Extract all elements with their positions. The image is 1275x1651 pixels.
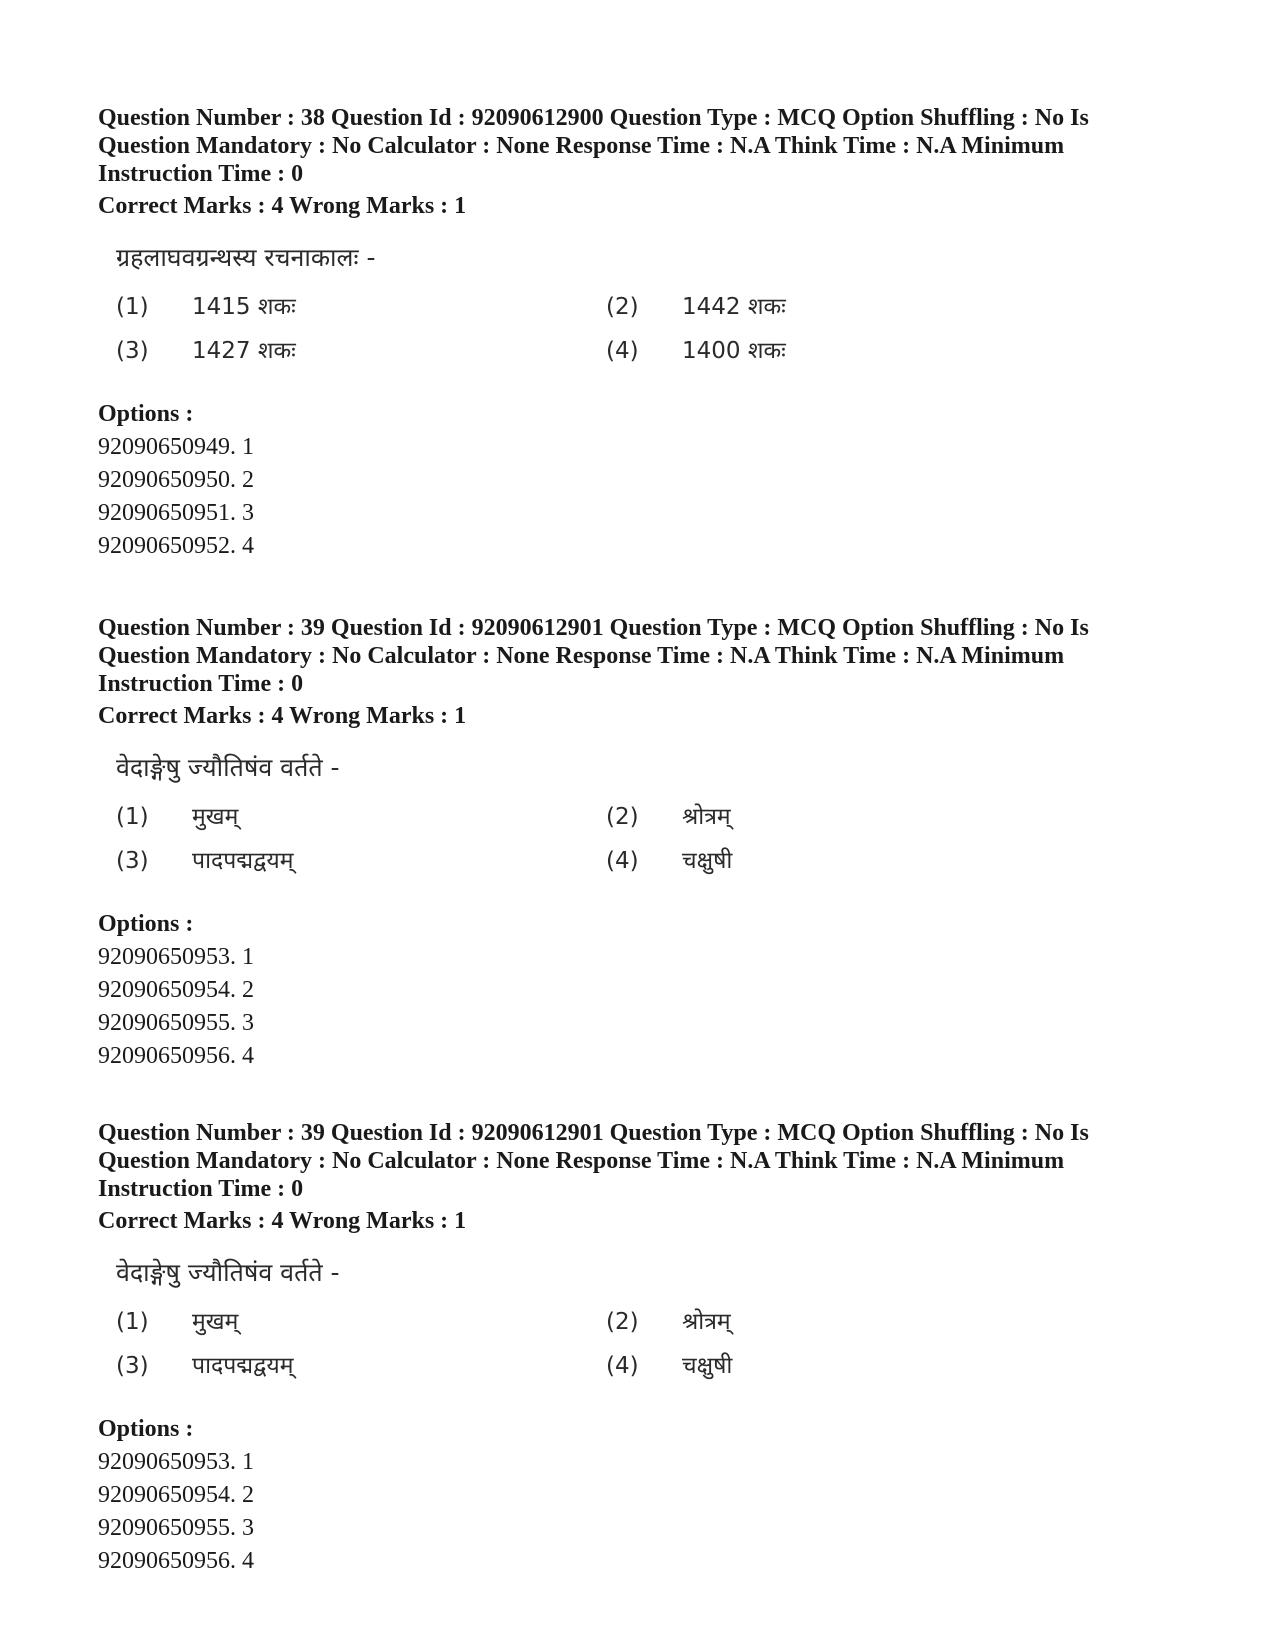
question-meta: Question Number : 39 Question Id : 92090612901 Question Type : MCQ Option Shuffling : No Is Question Mandatory : No Calculator : None Response Time : N.A Think Time : N.A Minimum Instruction Time : 0 (98, 615, 1089, 697)
choice-number: (3) (116, 1353, 149, 1379)
options-title: Options : (98, 1416, 194, 1442)
question-stem: वेदाङ्गेषु ज्यौतिषंव वर्तते - (116, 753, 340, 782)
choice-2 (606, 802, 731, 832)
option-line: 92090650955. 3 (98, 1515, 254, 1541)
choice-text: 1427 शकः (192, 338, 296, 364)
choice-3 (116, 1351, 293, 1381)
option-line: 92090650949. 1 (98, 434, 254, 460)
option-line: 92090650950. 2 (98, 467, 254, 493)
choice-text: चक्षुषी (682, 848, 733, 874)
option-line: 92090650954. 2 (98, 977, 254, 1003)
choice-number: (3) (116, 338, 149, 364)
question-stem: वेदाङ्गेषु ज्यौतिषंव वर्तते - (116, 1258, 340, 1287)
options-list (98, 1446, 1178, 1578)
choice-2 (606, 292, 786, 322)
choice-text: 1400 शकः (682, 338, 786, 364)
option-line: 92090650956. 4 (98, 1043, 254, 1069)
options-title: Options : (98, 911, 194, 937)
choice-text: 1415 शकः (192, 294, 296, 320)
choice-number: (3) (116, 848, 149, 874)
choice-text: पादपद्मद्वयम् (192, 1353, 294, 1379)
choice-number: (4) (606, 848, 639, 874)
question-marks: Correct Marks : 4 Wrong Marks : 1 (98, 1208, 467, 1234)
options-list (98, 941, 1178, 1073)
question-marks: Correct Marks : 4 Wrong Marks : 1 (98, 193, 467, 219)
question-meta: Question Number : 38 Question Id : 92090612900 Question Type : MCQ Option Shuffling : No Is Question Mandatory : No Calculator : None Response Time : N.A Think Time : N.A Minimum Instruction Time : 0 (98, 105, 1089, 187)
choice-number: (4) (606, 338, 639, 364)
choice-2 (606, 1307, 731, 1337)
choice-number: (1) (116, 804, 149, 830)
choice-4 (606, 1351, 732, 1381)
choice-text: मुखम् (192, 804, 239, 830)
question-marks: Correct Marks : 4 Wrong Marks : 1 (98, 703, 467, 729)
choice-text: 1442 शकः (682, 294, 786, 320)
choice-grid (116, 1307, 876, 1395)
option-line: 92090650956. 4 (98, 1548, 254, 1574)
option-line: 92090650952. 4 (98, 533, 254, 559)
choice-text: पादपद्मद्वयम् (192, 848, 294, 874)
choice-number: (1) (116, 1309, 149, 1335)
choice-4 (606, 846, 732, 876)
question-stem: ग्रहलाघवग्रन्थस्य रचनाकालः - (116, 243, 376, 272)
choice-3 (116, 336, 296, 366)
choice-number: (1) (116, 294, 149, 320)
choice-number: (2) (606, 804, 639, 830)
choice-grid (116, 292, 876, 380)
choice-text: श्रोत्रम् (682, 1309, 731, 1335)
choice-text: मुखम् (192, 1309, 239, 1335)
question-block-39 (98, 614, 1178, 1073)
question-meta: Question Number : 39 Question Id : 92090612901 Question Type : MCQ Option Shuffling : No Is Question Mandatory : No Calculator : None Response Time : N.A Think Time : N.A Minimum Instruction Time : 0 (98, 1120, 1089, 1202)
choice-number: (2) (606, 1309, 639, 1335)
options-list (98, 431, 1178, 563)
choice-1 (116, 1307, 238, 1337)
choice-grid (116, 802, 876, 890)
choice-text: श्रोत्रम् (682, 804, 731, 830)
option-line: 92090650953. 1 (98, 1449, 254, 1475)
option-line: 92090650954. 2 (98, 1482, 254, 1508)
option-line: 92090650951. 3 (98, 500, 254, 526)
option-line: 92090650953. 1 (98, 944, 254, 970)
question-block-39-repeat (98, 1119, 1178, 1578)
option-line: 92090650955. 3 (98, 1010, 254, 1036)
choice-4 (606, 336, 786, 366)
choice-1 (116, 802, 238, 832)
choice-number: (4) (606, 1353, 639, 1379)
question-block-38 (98, 104, 1178, 563)
choice-text: चक्षुषी (682, 1353, 733, 1379)
choice-3 (116, 846, 293, 876)
choice-1 (116, 292, 296, 322)
options-title: Options : (98, 401, 194, 427)
choice-number: (2) (606, 294, 639, 320)
